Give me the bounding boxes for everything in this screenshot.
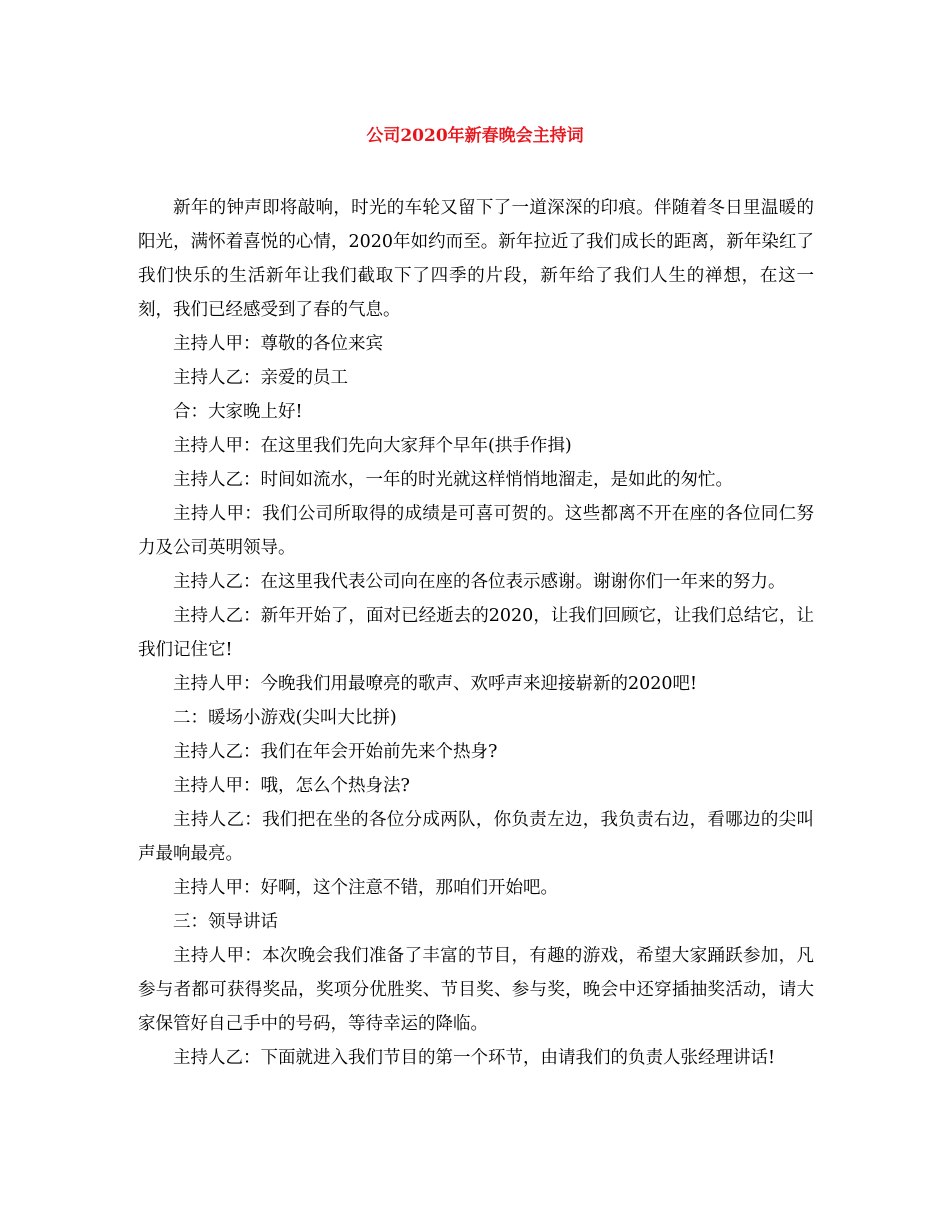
paragraph: 主持人甲：尊敬的各位来宾: [173, 334, 383, 354]
section-heading: 三：领导讲话: [173, 912, 278, 932]
paragraph: 主持人乙：亲爱的员工: [173, 368, 348, 388]
paragraph: 新年的钟声即将敲响，时光的车轮又留下了一道深深的印痕。伴随着冬日里温暖的阳光，满怀着喜悦的心情，2020年如约而至。新年拉近了我们成长的距离，新年染红了我们快乐的生活新年让我们截取下了四季的片段，新年给了我们人生的禅想，在这一刻，我们已经感受到了春的气息。: [138, 198, 814, 320]
document-title: 公司2020年新春晚会主持词: [366, 126, 584, 146]
paragraph: 主持人甲：本次晚会我们准备了丰富的节目，有趣的游戏，希望大家踊跃参加，凡参与者都可获得奖品，奖项分优胜奖、节目奖、参与奖，晚会中还穿插抽奖活动，请大家保管好自己手中的号码，等待幸运的降临。: [138, 946, 814, 1034]
section-heading: 二：暖场小游戏(尖叫大比拼): [173, 708, 397, 728]
paragraph: 主持人乙：新年开始了，面对已经逝去的2020，让我们回顾它，让我们总结它，让我们记住它!: [138, 606, 814, 660]
paragraph: 主持人甲：我们公司所取得的成绩是可喜可贺的。这些都离不开在座的各位同仁努力及公司英明领导。: [138, 504, 814, 558]
paragraph: 主持人甲：在这里我们先向大家拜个早年(拱手作揖): [173, 436, 572, 456]
paragraph: 主持人甲：好啊，这个注意不错，那咱们开始吧。: [173, 878, 558, 898]
document-body: [138, 191, 814, 1075]
paragraph: 主持人乙：下面就进入我们节目的第一个环节，由请我们的负责人张经理讲话!: [173, 1048, 776, 1068]
paragraph: 主持人甲：哦，怎么个热身法?: [173, 776, 410, 796]
paragraph: 合：大家晚上好!: [173, 402, 303, 422]
paragraph: 主持人甲：今晚我们用最嘹亮的歌声、欢呼声来迎接崭新的2020吧!: [173, 674, 698, 694]
paragraph: 主持人乙：时间如流水，一年的时光就这样悄悄地溜走，是如此的匆忙。: [173, 470, 733, 490]
paragraph: 主持人乙：在这里我代表公司向在座的各位表示感谢。谢谢你们一年来的努力。: [173, 572, 786, 592]
paragraph: 主持人乙：我们把在坐的各位分成两队，你负责左边，我负责右边，看哪边的尖叫声最响最亮。: [138, 810, 814, 864]
paragraph: 主持人乙：我们在年会开始前先来个热身?: [173, 742, 498, 762]
